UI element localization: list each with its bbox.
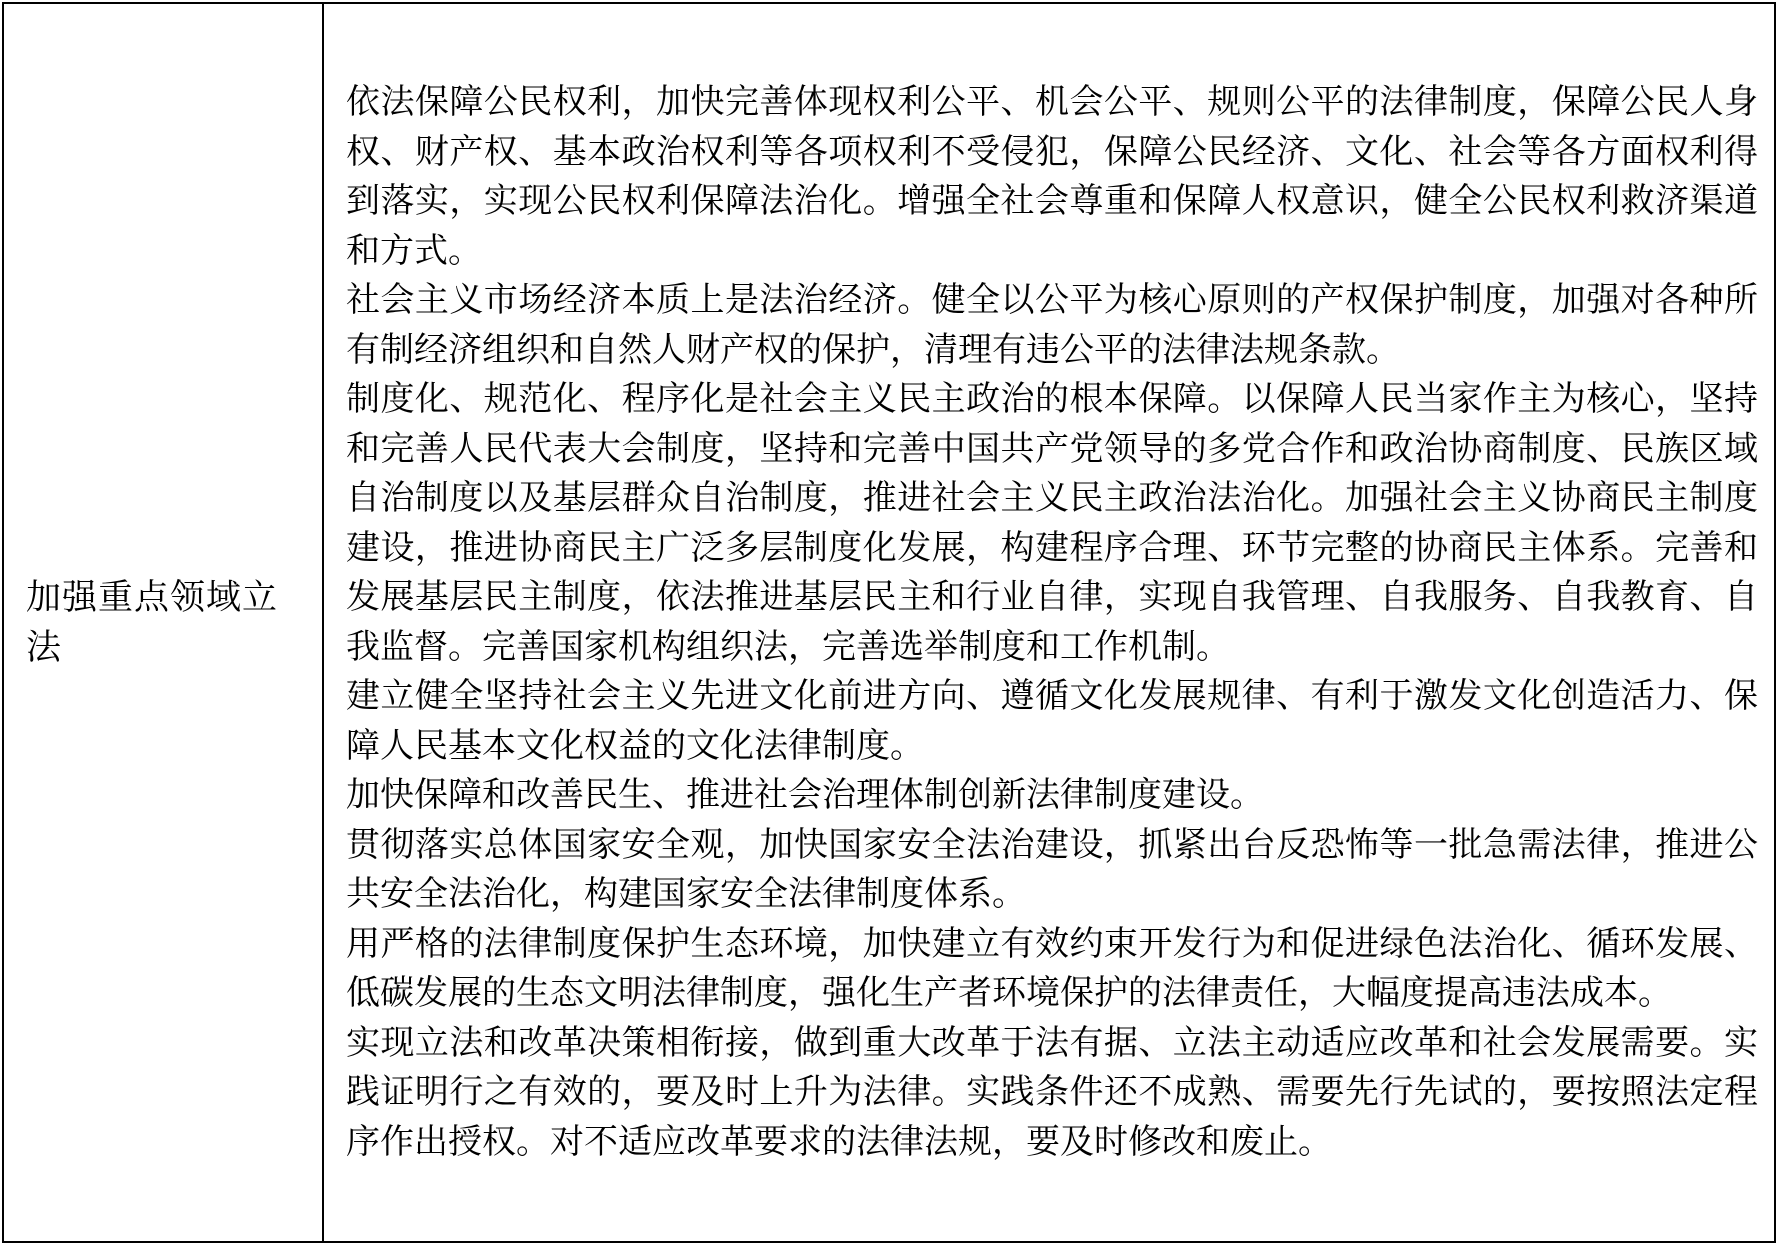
paragraph-democracy: 制度化、规范化、程序化是社会主义民主政治的根本保障。以保障人民当家作主为核心，坚持和完善人民代表大会制度，坚持和完善中国共产党领导的多党合作和政治协商制度、民族区域自治制度以及基层群众自治制度，推进社会主义民主政治法治化。加强社会主义协商民主制度建设，推进协商民主广泛多层制度化发展，构建程序合理、环节完整的协商民主体系。完善和发展基层民主制度，依法推进基层民主和行业自律，实现自我管理、自我服务、自我教育、自我监督。完善国家机构组织法，完善选举制度和工作机制。 [346,379,1758,667]
paragraph-ecology: 用严格的法律制度保护生态环境，加快建立有效约束开发行为和促进绿色法治化、循环发展、低碳发展的生态文明法律制度，强化生产者环境保护的法律责任，大幅度提高违法成本。 [346,923,1758,1013]
paragraph-market-economy: 社会主义市场经济本质上是法治经济。健全以公平为核心原则的产权保护制度，加强对各种所有制经济组织和自然人财产权的保护，清理有违公平的法律法规条款。 [346,280,1758,370]
paragraph-rights: 依法保障公民权利，加快完善体现权利公平、机会公平、规则公平的法律制度，保障公民人身权、财产权、基本政治权利等各项权利不受侵犯，保障公民经济、文化、社会等各方面权利得到落实，实现公民权利保障法治化。增强全社会尊重和保障人权意识，健全公民权利救济渠道和方式。 [346,82,1758,271]
paragraph-livelihood: 加快保障和改善民生、推进社会治理体制创新法律制度建设。 [346,775,1264,815]
content-cell [323,3,1775,1242]
paragraph-national-security: 贯彻落实总体国家安全观，加快国家安全法治建设，抓紧出台反恐怖等一批急需法律，推进公共安全法治化，构建国家安全法律制度体系。 [346,824,1758,914]
row-label-cell [3,3,323,1242]
document-table [2,2,1776,1243]
paragraph-culture: 建立健全坚持社会主义先进文化前进方向、遵循文化发展规律、有利于激发文化创造活力、保障人民基本文化权益的文化法律制度。 [346,676,1758,766]
row-label: 加强重点领域立法 [26,577,279,668]
paragraph-reform: 实现立法和改革决策相衔接，做到重大改革于法有据、立法主动适应改革和社会发展需要。实践证明行之有效的，要及时上升为法律。实践条件还不成熟、需要先行先试的，要按照法定程序作出授权。对不适应改革要求的法律法规，要及时修改和废止。 [346,1022,1758,1162]
table-row [3,3,1775,1242]
